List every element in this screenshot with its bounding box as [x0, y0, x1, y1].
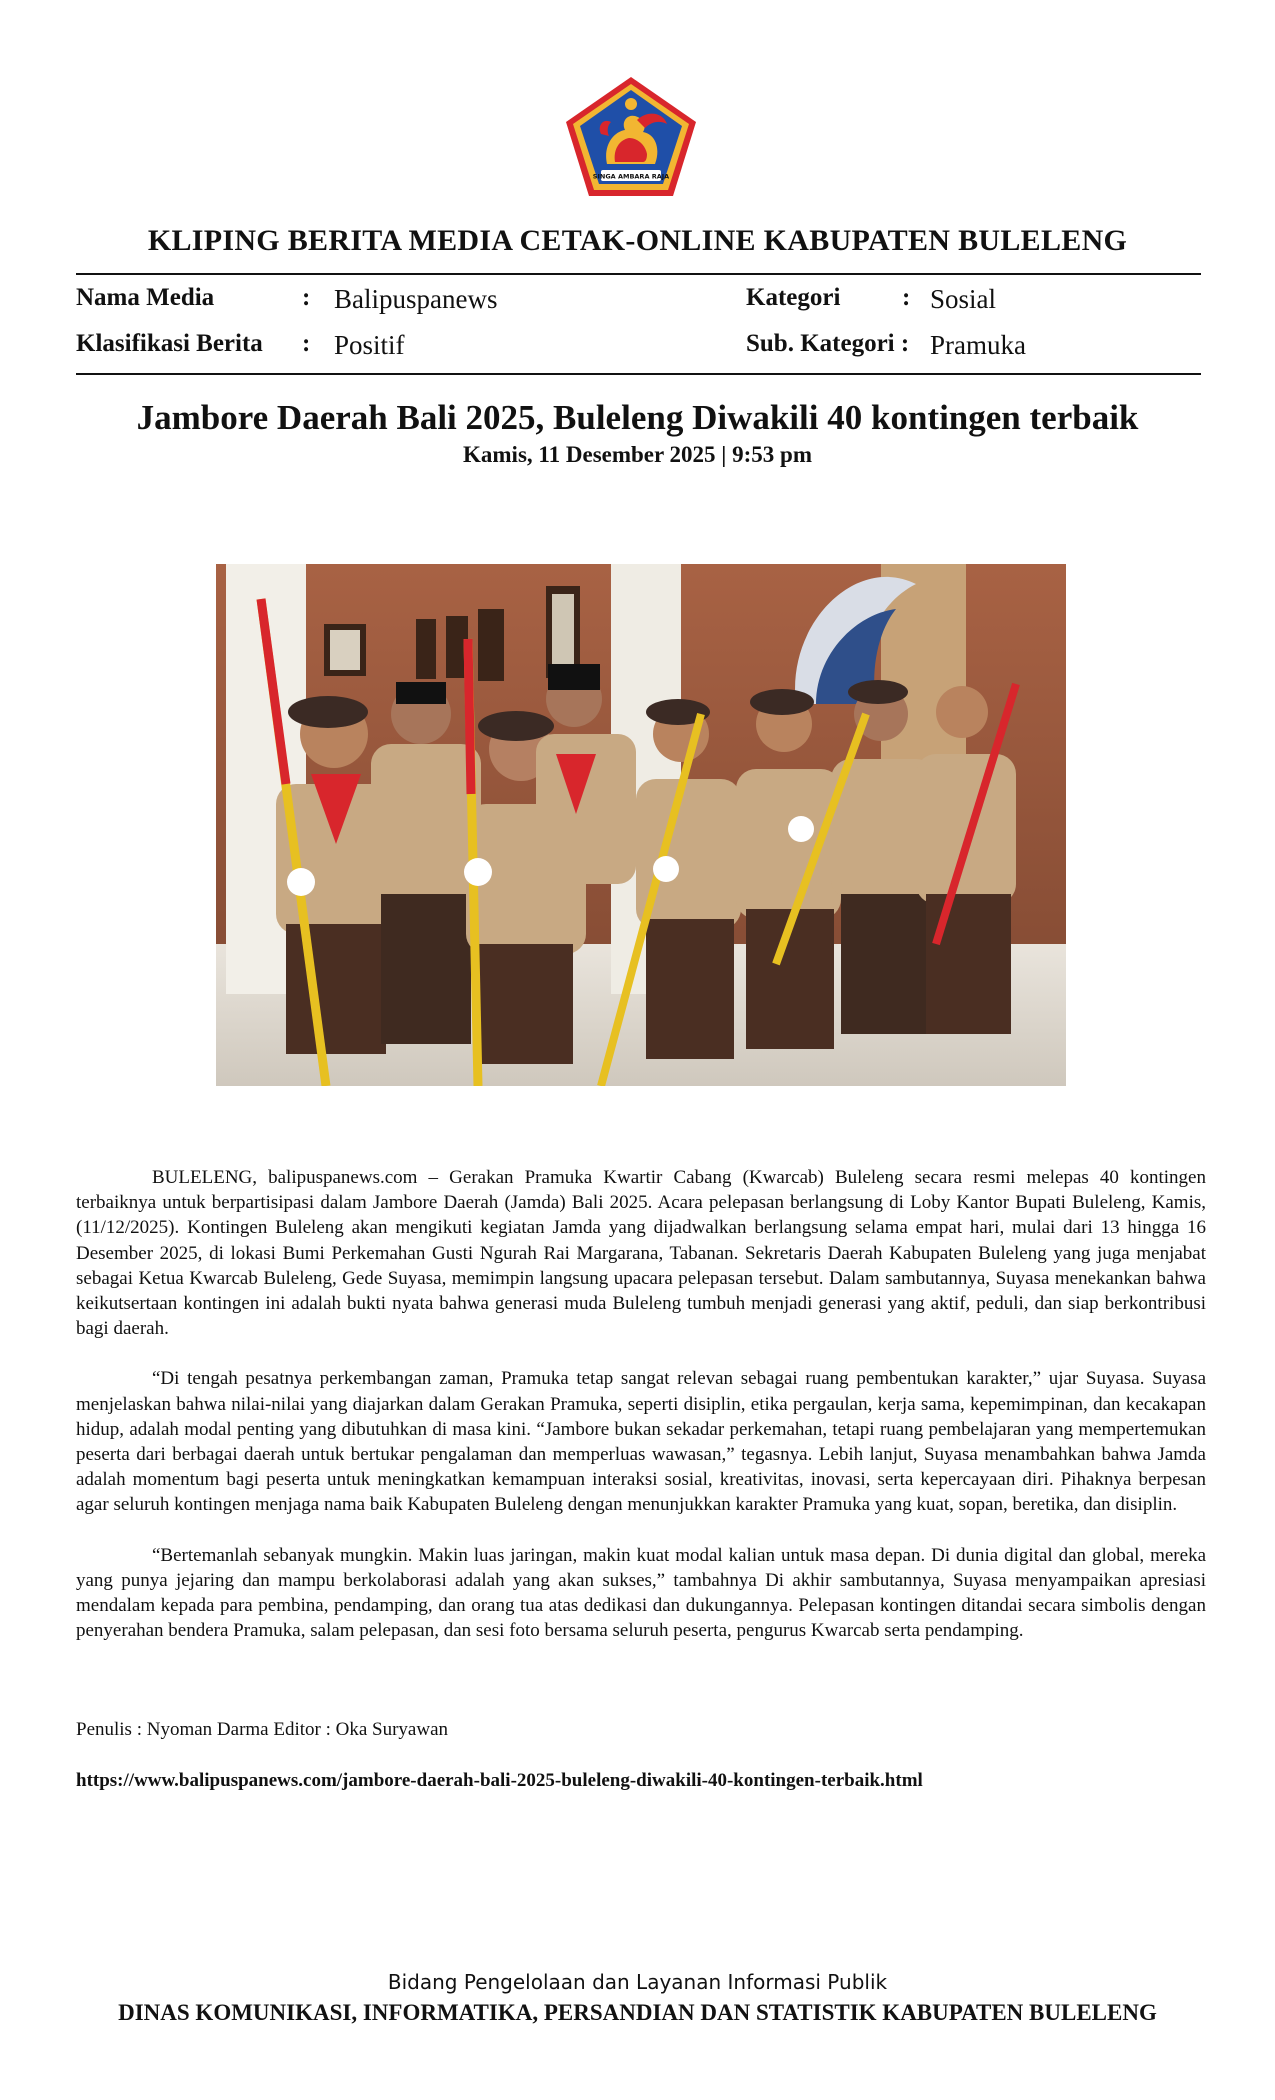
header-divider-bottom — [76, 373, 1201, 375]
article-source-url: https://www.balipuspanews.com/jambore-daerah-bali-2025-buleleng-diwakili-40-kontingen-terbaik.html — [76, 1770, 923, 1791]
subkategori-label: Sub. Kategori : — [746, 330, 910, 357]
scouts-photo-icon — [216, 564, 1066, 1086]
article-paragraph-2: “Di tengah pesatnya perkembangan zaman, Pramuka tetap sangat relevan sebagai ruang pembentukan karakter,” ujar Suyasa. Suyasa menjelaskan bahwa nilai-nilai yang diajarkan dalam Gerakan Pramuka, seperti disiplin, etika pergaulan, kerja sama, kepemimpinan, dan kecakapan hidup, adalah modal penting yang dibutuhkan di masa kini. “Jambore bukan sekadar perkemahan, tetapi ruang pembelajaran yang mempertemukan peserta dari berbagai daerah untuk bertukar pengalaman dan memperluas wawasan,” tegasnya. Lebih lanjut, Suyasa menambahkan bahwa Jamda adalah momentum bagi peserta untuk meningkatkan kemampuan interaksi sosial, kreativitas, inovasi, serta kepercayaan diri. Pihaknya berpesan agar seluruh kontingen menjaga nama baik Kabupaten Buleleng dengan menunjukkan karakter Pramuka yang kuat, sopan, beretika, dan disiplin. — [76, 1368, 1206, 1516]
media-colon: : — [302, 284, 311, 311]
buleleng-logo — [563, 74, 699, 200]
logo-motto: SINGA AMBARA RAJA — [592, 172, 670, 181]
article-date: Kamis, 11 Desember 2025 | 9:53 pm — [463, 442, 812, 467]
media-value: Balipuspanews — [334, 284, 498, 314]
subkategori-value: Pramuka — [930, 330, 1026, 360]
article-credits: Penulis : Nyoman Darma Editor : Oka Suryawan — [76, 1719, 449, 1740]
klasifikasi-label: Klasifikasi Berita — [76, 330, 263, 357]
klasifikasi-value: Positif — [334, 330, 405, 360]
kategori-colon: : — [902, 284, 911, 311]
kategori-label: Kategori — [746, 284, 841, 311]
page-title: KLIPING BERITA MEDIA CETAK-ONLINE KABUPATEN BULELENG — [147, 224, 1128, 257]
media-label: Nama Media — [76, 284, 215, 311]
article-paragraph-3: “Bertemanlah sebanyak mungkin. Makin luas jaringan, makin kuat modal kalian untuk masa depan. Di dunia digital dan global, mereka yang punya jejaring dan mampu berkolaborasi adalah yang akan sukses,” tambahnya Di akhir sambutannya, Suyasa menyampaikan apresiasi mendalam kepada para pembina, pendamping, dan orang tua atas dedikasi dan dukungannya. Pelepasan kontingen ditandai secara simbolis dengan penyerahan bendera Pramuka, salam pelepasan, dan sesi foto bersama seluruh peserta, pengurus Kwarcab serta pendamping. — [76, 1544, 1206, 1642]
article-headline: Jambore Daerah Bali 2025, Buleleng Diwakili 40 kontingen terbaik — [136, 398, 1139, 437]
article-photo — [216, 564, 1066, 1086]
footer-department: Bidang Pengelolaan dan Layanan Informasi Publik — [387, 1970, 888, 1994]
kategori-value: Sosial — [930, 284, 997, 314]
buleleng-crest-icon — [563, 74, 699, 200]
article-paragraph-1: BULELENG, balipuspanews.com – Gerakan Pramuka Kwartir Cabang (Kwarcab) Buleleng secara resmi melepas 40 kontingen terbaiknya untuk berpartisipasi dalam Jambore Daerah (Jamda) Bali 2025. Acara pelepasan berlangsung di Loby Kantor Bupati Buleleng, Kamis, (11/12/2025). Kontingen Buleleng akan mengikuti kegiatan Jamda yang dijadwalkan berlangsung selama empat hari, mulai dari 13 hingga 16 Desember 2025, di lokasi Bumi Perkemahan Gusti Ngurah Rai Margarana, Tabanan. Sekretaris Daerah Kabupaten Buleleng yang juga menjabat sebagai Ketua Kwarcab Buleleng, Gede Suyasa, memimpin langsung upacara pelepasan tersebut. Dalam sambutannya, Suyasa menekankan bahwa keikutsertaan kontingen ini adalah bukti nyata bahwa generasi muda Buleleng tumbuh menjadi generasi yang aktif, peduli, dan siap berkontribusi bagi daerah. — [76, 1167, 1206, 1340]
header-divider-top — [76, 273, 1201, 275]
klasifikasi-colon: : — [302, 330, 311, 357]
footer-agency: DINAS KOMUNIKASI, INFORMATIKA, PERSANDIAN DAN STATISTIK KABUPATEN BULELENG — [118, 2000, 1157, 2025]
article-body — [76, 1165, 1206, 1668]
